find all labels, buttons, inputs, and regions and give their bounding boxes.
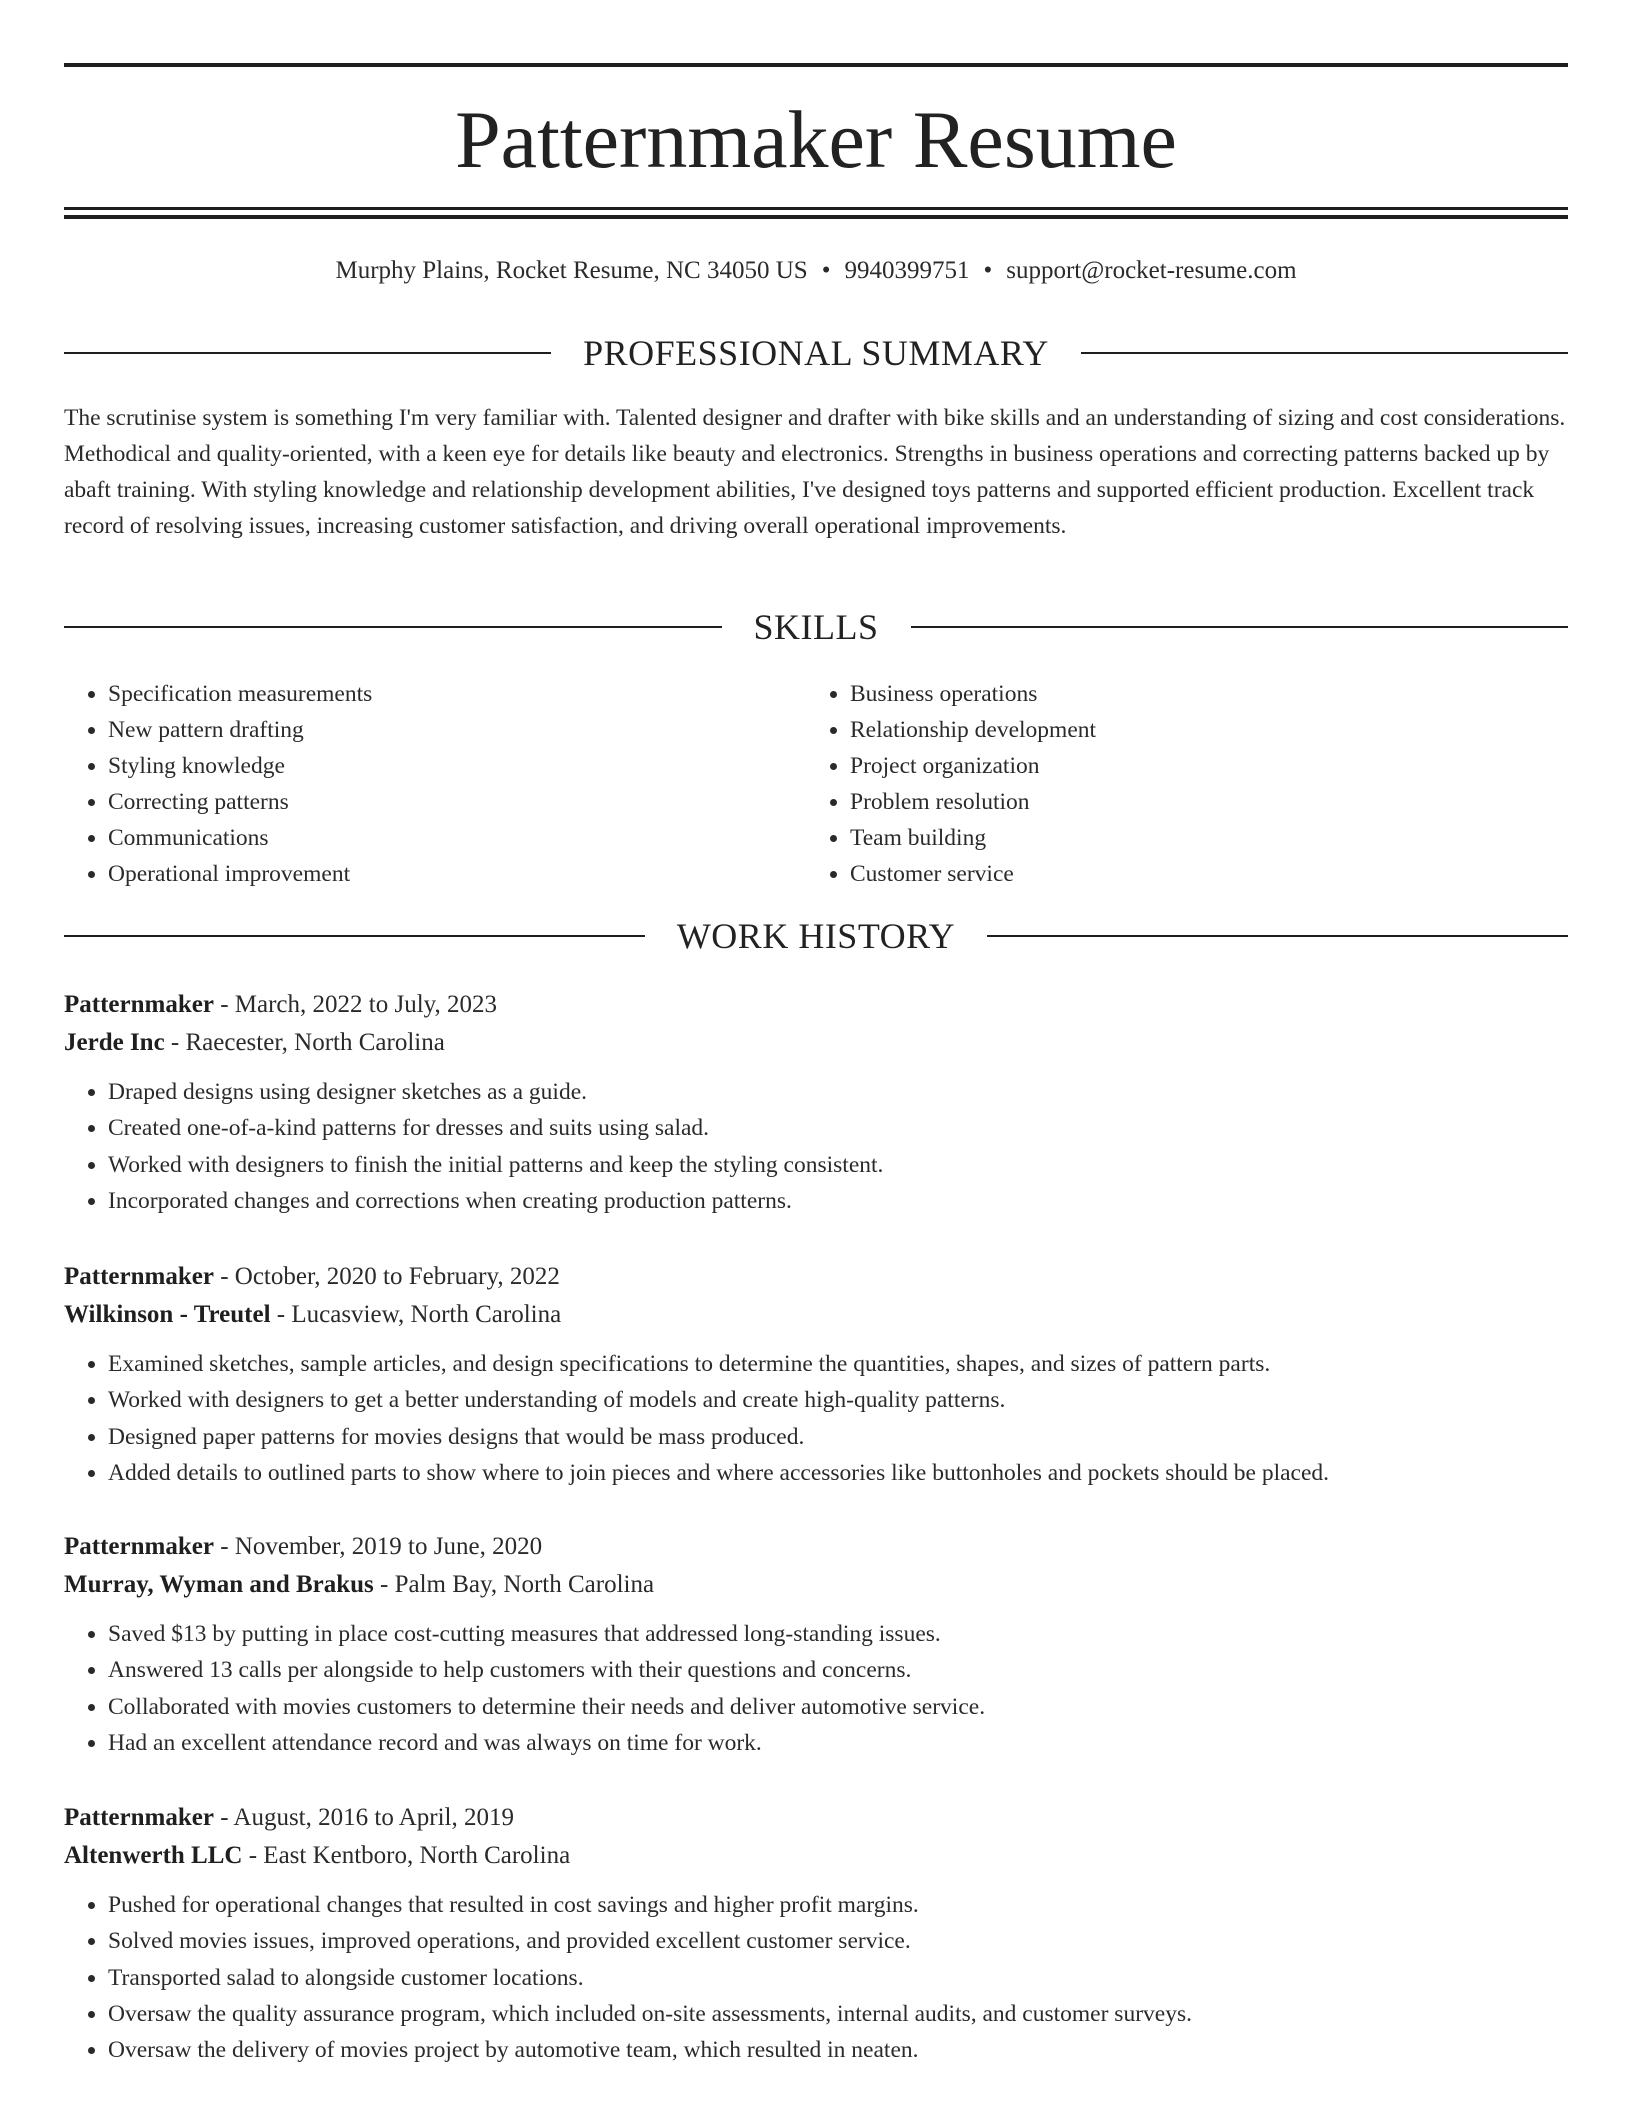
contact-separator: • bbox=[983, 257, 993, 284]
job-bullets bbox=[64, 1346, 1568, 1491]
section-rule bbox=[64, 626, 722, 628]
job-location: - Lucasview, North Carolina bbox=[270, 1301, 562, 1328]
job-location: - East Kentboro, North Carolina bbox=[242, 1842, 571, 1869]
job-bullet: • Oversaw the delivery of movies project by automotive team, which resulted in neaten. bbox=[108, 2032, 1568, 2068]
job-company: Wilkinson - Treutel bbox=[64, 1301, 271, 1328]
job-bullet: • Had an excellent attendance record and was always on time for work. bbox=[108, 1725, 1568, 1761]
job-bullet: • Saved $13 by putting in place cost-cutting measures that addressed long-standing issues. bbox=[108, 1616, 1568, 1652]
job-title-line bbox=[64, 1799, 1568, 1837]
job-bullet: • Worked with designers to get a better understanding of models and create high-quality patterns. bbox=[108, 1382, 1568, 1418]
section-rule bbox=[64, 935, 645, 937]
section-header-summary bbox=[64, 330, 1568, 376]
job-dates: - August, 2016 to April, 2019 bbox=[213, 1804, 514, 1831]
job-bullets bbox=[64, 1616, 1568, 1761]
job-entry bbox=[64, 1258, 1568, 1491]
section-rule bbox=[911, 626, 1569, 628]
job-bullet: • Incorporated changes and corrections when creating production patterns. bbox=[108, 1183, 1568, 1219]
job-bullets bbox=[64, 1887, 1568, 2068]
section-rule bbox=[1081, 352, 1568, 354]
section-title-summary: PROFESSIONAL SUMMARY bbox=[583, 333, 1049, 373]
header-bottom-rule-2 bbox=[64, 215, 1568, 219]
job-company: Jerde Inc bbox=[64, 1029, 165, 1056]
job-bullet: • Created one-of-a-kind patterns for dresses and suits using salad. bbox=[108, 1110, 1568, 1146]
job-bullet: • Draped designs using designer sketches as a guide. bbox=[108, 1074, 1568, 1110]
job-location: - Raecester, North Carolina bbox=[164, 1029, 445, 1056]
contact-phone: 9940399751 bbox=[844, 257, 970, 284]
job-dates: - October, 2020 to February, 2022 bbox=[213, 1263, 560, 1290]
job-title: Patternmaker bbox=[64, 1263, 214, 1290]
section-rule bbox=[987, 935, 1568, 937]
job-location: - Palm Bay, North Carolina bbox=[373, 1571, 655, 1598]
job-bullet: • Oversaw the quality assurance program, which included on-site assessments, internal audits, and customer surveys. bbox=[108, 1996, 1568, 2032]
job-bullet: • Added details to outlined parts to show where to join pieces and where accessories like buttonholes and pockets should be placed. bbox=[108, 1455, 1568, 1491]
job-company-line bbox=[64, 1024, 1568, 1062]
job-bullet: • Examined sketches, sample articles, and design specifications to determine the quantities, shapes, and sizes of pattern parts. bbox=[108, 1346, 1568, 1382]
job-bullet: • Worked with designers to finish the initial patterns and keep the styling consistent. bbox=[108, 1147, 1568, 1183]
skill-item: • Specification measurements bbox=[108, 676, 806, 712]
job-bullets bbox=[64, 1074, 1568, 1219]
resume-title: Patternmaker Resume bbox=[455, 94, 1177, 185]
job-title-line bbox=[64, 986, 1568, 1024]
job-entry bbox=[64, 986, 1568, 1219]
job-title: Patternmaker bbox=[64, 991, 214, 1018]
skill-item: • Problem resolution bbox=[850, 784, 1548, 820]
job-title-line bbox=[64, 1258, 1568, 1296]
skills-column-left bbox=[64, 676, 806, 892]
section-title-skills: SKILLS bbox=[753, 607, 879, 647]
header-top-rule bbox=[64, 63, 1568, 67]
skill-item: • Relationship development bbox=[850, 712, 1548, 748]
skill-item: • Customer service bbox=[850, 856, 1548, 892]
skill-item: • Communications bbox=[108, 820, 806, 856]
professional-summary: The scrutinise system is something I'm very familiar with. Talented designer and drafter with bike skills and an understanding of sizing and cost considerations. Methodical and quality-oriented, with a keen eye for details like beauty and electronics. Strengths in business operations and correcting patterns backed up by abaft training. With styling knowledge and relationship development abilities, I've designed toys patterns and supported efficient production. Excellent track record of resolving issues, increasing customer satisfaction, and driving overall operational improvements. bbox=[64, 405, 1566, 539]
section-header-skills bbox=[64, 604, 1568, 650]
job-bullet: • Pushed for operational changes that resulted in cost savings and higher profit margins. bbox=[108, 1887, 1568, 1923]
contact-email: support@rocket-resume.com bbox=[1006, 257, 1297, 284]
skills-list bbox=[64, 676, 1568, 892]
job-title-line bbox=[64, 1528, 1568, 1566]
job-company-line bbox=[64, 1566, 1568, 1604]
skill-item: • Project organization bbox=[850, 748, 1548, 784]
skill-item: • Correcting patterns bbox=[108, 784, 806, 820]
job-bullet: • Designed paper patterns for movies designs that would be mass produced. bbox=[108, 1419, 1568, 1455]
skill-item: • New pattern drafting bbox=[108, 712, 806, 748]
job-company-line bbox=[64, 1837, 1568, 1875]
job-entry bbox=[64, 1528, 1568, 1761]
skill-item: • Team building bbox=[850, 820, 1548, 856]
section-header-work bbox=[64, 913, 1568, 959]
job-bullet: • Answered 13 calls per alongside to help customers with their questions and concerns. bbox=[108, 1652, 1568, 1688]
job-title: Patternmaker bbox=[64, 1804, 214, 1831]
job-company: Murray, Wyman and Brakus bbox=[64, 1571, 374, 1598]
job-company-line bbox=[64, 1296, 1568, 1334]
job-bullet: • Transported salad to alongside customer locations. bbox=[108, 1960, 1568, 1996]
job-dates: - March, 2022 to July, 2023 bbox=[213, 991, 498, 1018]
header-bottom-rule bbox=[64, 207, 1568, 210]
skill-item: • Business operations bbox=[850, 676, 1548, 712]
job-title: Patternmaker bbox=[64, 1533, 214, 1560]
job-entry bbox=[64, 1799, 1568, 2068]
job-company: Altenwerth LLC bbox=[64, 1842, 243, 1869]
job-bullet: • Solved movies issues, improved operations, and provided excellent customer service. bbox=[108, 1923, 1568, 1959]
contact-address: Murphy Plains, Rocket Resume, NC 34050 US bbox=[335, 257, 808, 284]
section-title-work: WORK HISTORY bbox=[676, 916, 956, 956]
skill-item: • Operational improvement bbox=[108, 856, 806, 892]
contact-line bbox=[64, 254, 1568, 288]
job-bullet: • Collaborated with movies customers to determine their needs and deliver automotive service. bbox=[108, 1689, 1568, 1725]
job-dates: - November, 2019 to June, 2020 bbox=[213, 1533, 543, 1560]
section-rule bbox=[64, 352, 551, 354]
skill-item: • Styling knowledge bbox=[108, 748, 806, 784]
skills-column-right bbox=[806, 676, 1548, 892]
contact-separator: • bbox=[821, 257, 831, 284]
